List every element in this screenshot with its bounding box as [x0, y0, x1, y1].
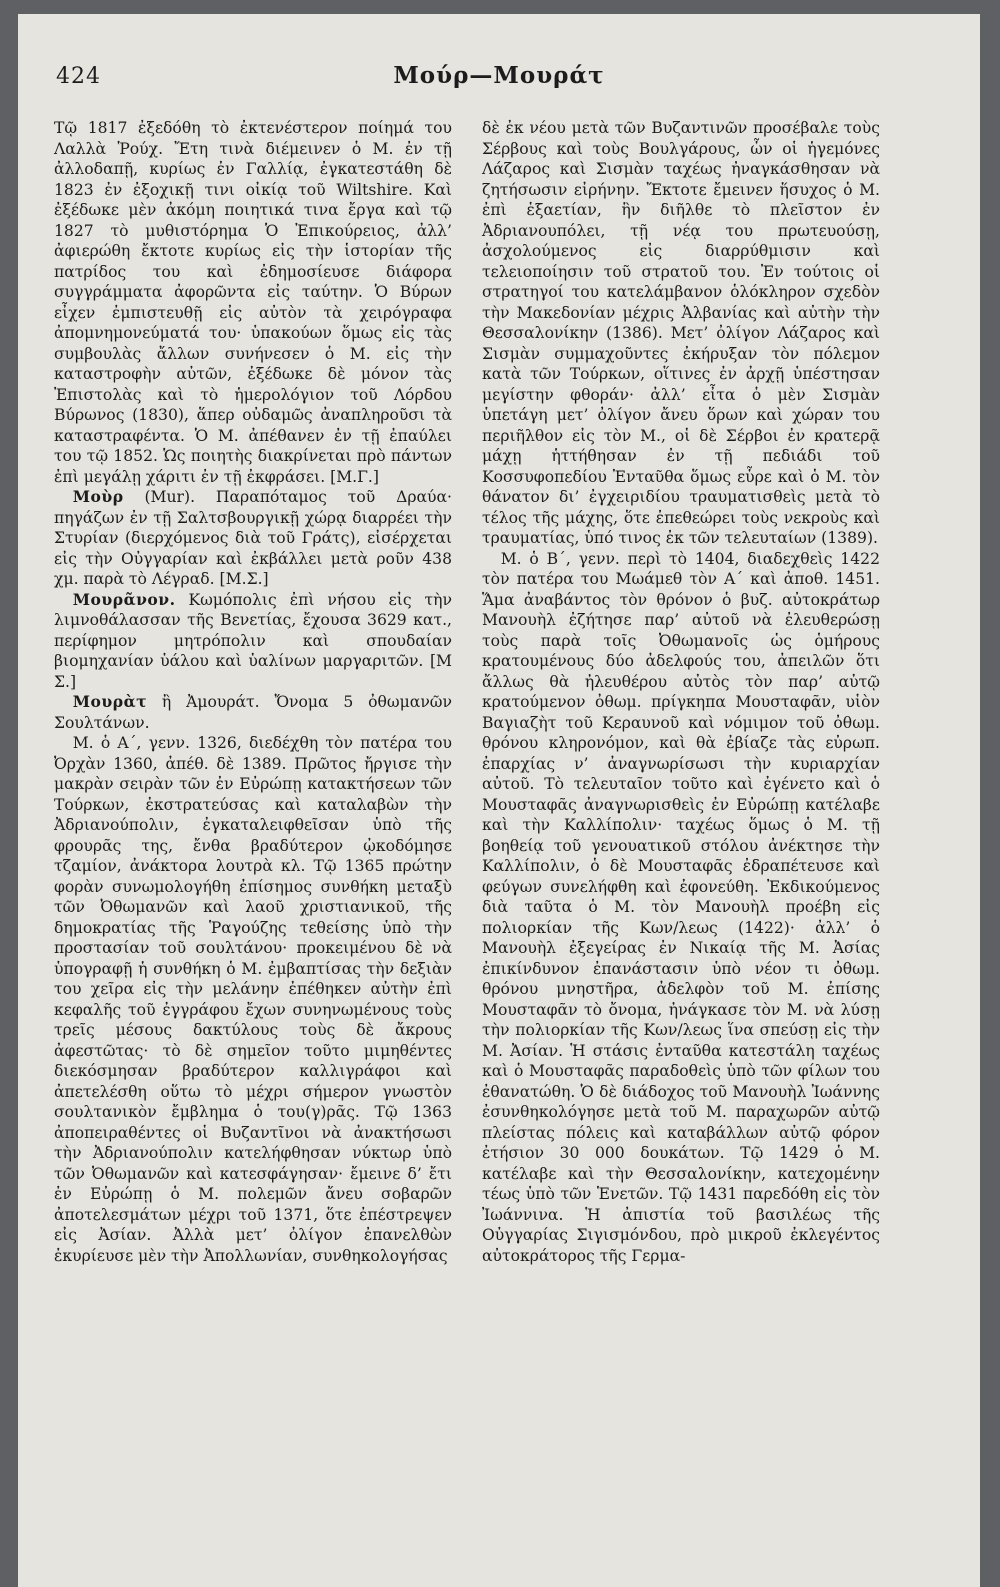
paragraph-moore-continued: Τῷ 1817 ἐξεδόθη τὸ ἐκτενέστερον ποίημά του Λαλλὰ Ῥούχ. Ἔτη τινὰ διέμεινεν ὁ Μ. ἐν τῇ ἀλλοδαπῇ, κυρίως ἐν Γαλλίᾳ, ἐγκατεστάθη δὲ 1823 ἐν ἐξοχικῇ τινι οἰκίᾳ τοῦ Wiltshire. Καὶ ἐξέδωκε μὲν ἀκόμη ποιητικά τινα ἔργα καὶ τῷ 1827 τὸ μυθιστόρημα Ὁ Ἐπικούρειος, ἀλλ’ ἀφιερώθη ἔκτοτε κυρίως εἰς τὴν ἱστορίαν τῆς πατρίδος του καὶ ἐδημοσίευσε διάφορα συγγράμματα ἀφορῶντα εἰς ταύτην. Ὁ Βύρων εἶχεν ἐμπιστευθῇ εἰς αὐτὸν τὰ χειρόγραφα ἀπομνημονεύματά του· ὑπακούων ὅμως εἰς τὰς συμβουλὰς ἄλλων συνήνεσεν ὁ Μ. εἰς τὴν καταστροφὴν αὐτῶν, ἐξέδωκε δὲ μόνον τὰς Ἐπιστολὰς καὶ τὸ ἡμερολόγιον τοῦ Λόρδου Βύρωνος (1830), ἅπερ οὐδαμῶς ἀναπληροῦσι τὰ καταστραφέντα. Ὁ Μ. ἀπέθανεν ἐν τῇ ἐπαύλει του τῷ 1852. Ὡς ποιητὴς διακρίνεται πρὸ πάντων ἐπὶ μεγάλῃ χάριτι ἐν τῇ ἐκφράσει. [Μ.Γ.] [54, 119, 452, 486]
entry-murano [54, 590, 452, 693]
entry-murat-text: ἢ Ἀμουράτ. Ὄνομα 5 ὀθωμανῶν Σουλτάνων. [54, 693, 452, 732]
page-number: 424 [56, 64, 101, 89]
paragraph-murat-ii: Μ. ὁ Β΄, γενν. περὶ τὸ 1404, διαδεχθεὶς 1422 τὸν πατέρα του Μωάμεθ τὸν Α΄ καὶ ἀποθ. 1451. Ἅμα ἀναβάντος τὸν θρόνον ὁ βυζ. αὐτοκράτωρ Μανουὴλ ἐζήτησε παρ’ αὐτοῦ νὰ ἐλευθερώσῃ τοὺς παρὰ τοῖς Ὀθωμανοῖς ὡς ὁμήρους κρατουμένους δύο ἀδελφούς του, ἀπειλῶν ὅτι ἄλλως θὰ ἠλευθέρου αὐτὸς τὸν παρ’ αὐτῷ κρατούμενον ὀθωμ. πρίγκηπα Μουσταφᾶν, υἱὸν Βαγιαζὴτ τοῦ Κεραυνοῦ καὶ νόμιμον τοῦ ὀθωμ. θρόνου κληρονόμον, καὶ θὰ ἐβίαζε τὰς εὐρωπ. ἐπαρχίας ν’ ἀναγνωρίσωσι τὴν κυριαρχίαν αὐτοῦ. Τὸ τελευταῖον τοῦτο καὶ ἐγένετο καὶ ὁ Μουσταφᾶς ἀναγνωρισθεὶς ἐν Εὐρώπῃ κατέλαβε καὶ τὴν Καλλίπολιν· ταχέως ὅμως ὁ Μ. τῇ βοηθείᾳ τοῦ γενουατικοῦ στόλου ἀνέκτησε τὴν Καλλίπολιν, ὁ δὲ Μουσταφᾶς ἐδραπέτευσε καὶ φεύγων συνελήφθη καὶ ἐφονεύθη. Ἐκδικούμενος διὰ ταῦτα ὁ Μ. τὸν Μανουὴλ προέβη εἰς πολιορκίαν τῆς Κων/λεως (1422)· ἀλλ’ ὁ Μανουὴλ ἐξεγείρας ἐν Νικαίᾳ τῆς Μ. Ἀσίας ἐπικίνδυνον ἐπανάστασιν ὑπὸ νέον τι ὀθωμ. θρόνου μνηστῆρα, ἀδελφὸν τοῦ Μ. ἐπίσης Μουσταφᾶν τὸ ὄνομα, ἠνάγκασε τὸν Μ. νὰ λύσῃ τὴν πολιορκίαν τῆς Κων/λεως ἵνα σπεύσῃ εἰς τὴν Μ. Ἀσίαν. Ἡ στάσις ἐνταῦθα κατεστάλη ταχέως καὶ ὁ Μουσταφᾶς παραδοθεὶς ὑπὸ τῶν φίλων του ἐθανατώθη. Ὁ δὲ διάδοχος τοῦ Μανουὴλ Ἰωάννης ἐσυνθηκολόγησε μετὰ τοῦ Μ. παραχωρῶν αὐτῷ πλείστας πόλεις καὶ καταβάλλων αὐτῷ φόρον ἐτήσιον 30 000 δουκάτων. Τῷ 1429 ὁ Μ. κατέλαβε καὶ τὴν Θεσσαλονίκην, κατεχομένην τέως ὑπὸ τῶν Ἑνετῶν. Τῷ 1431 παρεδόθη εἰς τὸν Ἰωάννινα. Ἡ ἀπιστία τοῦ βασιλέως τῆς Οὐγγαρίας Σιγισμόνδου, πρὸ μικροῦ ἐκλεγέντος αὐτοκράτορος τῆς Γερμα- [482, 549, 880, 1265]
entry-mur-text: (Mur). Παραπόταμος τοῦ Δραύα· πηγάζων ἐν τῇ Σαλτσβουργικῇ χώρᾳ διαρρέει τὴν Στυρίαν (διερχόμενος διὰ τοῦ Γράτς), εἰσέρχεται εἰς τὴν Οὐγγαρίαν καὶ ἐκβάλλει μετὰ ροῦν 438 χμ. παρὰ τὸ Λέγραδ. [Μ.Σ.] [54, 488, 452, 588]
book-page [18, 14, 980, 1587]
entry-mur [54, 487, 452, 590]
entry-murano-text: Κωμόπολις ἐπὶ νήσου εἰς τὴν λιμνοθάλασσαν τῆς Βενετίας, ἔχουσα 3629 κατ., περίφημον μητρόπολιν καὶ σπουδαίαν βιομηχανίαν ὑάλου καὶ ὑαλίνων μαργαριτῶν. [Μ Σ.] [54, 590, 452, 691]
paragraph-murat-i-continued: δὲ ἐκ νέου μετὰ τῶν Βυζαντινῶν προσέβαλε τοὺς Σέρβους καὶ τοὺς Βουλγάρους, ὧν οἱ ἡγεμόνες Λάζαρος καὶ Σισμὰν ταχέως ἠναγκάσθησαν νὰ ζητήσωσιν εἰρήνην. Ἔκτοτε ἔμεινεν ἥσυχος ὁ Μ. ἐπὶ ἑξαετίαν, ἣν διῆλθε τὸ πλεῖστον ἐν Ἀδριανουπόλει, τῇ νέᾳ του πρωτευούσῃ, ἀσχολούμενος εἰς διαρρύθμισιν καὶ τελειοποίησιν τοῦ στρατοῦ του. Ἐν τούτοις οἱ στρατηγοί του κατελάμβανον ὁλόκληρον σχεδὸν τὴν Μακεδονίαν μέχρις Ἀλβανίας καὶ αὐτὴν τὴν Θεσσαλονίκην (1386). Μετ’ ὀλίγον Λάζαρος καὶ Σισμὰν συμμαχοῦντες ἐκήρυξαν τὸν πόλεμον κατὰ τῶν Τούρκων, οἵτινες ἐν ἀρχῇ ὑπέστησαν μεγίστην φθοράν· ἀλλ’ εἶτα ὁ μὲν Σισμὰν ὑπετάγη μετ’ ὀλίγον ἄνευ ὅρων καὶ χώραν του περιῆλθον εἰς τὸν Μ., οἱ δὲ Σέρβοι ἐν κρατερᾷ μάχῃ ἡττήθησαν ἐν τῇ πεδιάδι τοῦ Κοσσυφοπεδίου Ἐνταῦθα ὅμως εὗρε καὶ ὁ Μ. τὸν θάνατον δι’ ἐγχειριδίου τραυματισθεὶς μετὰ τὸ τέλος τῆς μάχης, ὅτε ἐπεθεώρει τοὺς νεκροὺς καὶ τραυματίας, ὑπό τινος ἐκ τῶν τελευταίων (1389). [482, 119, 880, 547]
running-head: Μούρ—Μουράτ [393, 62, 605, 89]
left-column [54, 118, 452, 1266]
entry-mur-headword: Μοὺρ [72, 487, 124, 506]
entry-murano-headword: Μουρᾶνον. [72, 589, 176, 609]
entry-murat [54, 692, 452, 733]
right-column [482, 118, 880, 1266]
paragraph-murat-i: Μ. ὁ Α΄, γενν. 1326, διεδέχθη τὸν πατέρα του Ὀρχὰν 1360, ἀπέθ. δὲ 1389. Πρῶτος ἤργισε τὴν μακρὰν σειρὰν τῶν ἐν Εὐρώπῃ κατακτήσεων τῶν Τούρκων, ἐκστρατεύσας καὶ καταλαβὼν τὴν Ἀδριανούπολιν, ἐγκαταλειφθεῖσαν ὑπὸ τῆς φρουρᾶς της, ἔνθα βραδύτερον ᾠκοδόμησε τζαμίον, ἀνάκτορα λουτρὰ κλ. Τῷ 1365 πρώτην φορὰν συνωμολογήθη ἐπίσημος συνθήκη μεταξὺ τῶν Ὀθωμανῶν καὶ λαοῦ χριστιανικοῦ, τῆς δημοκρατίας τῆς Ῥαγούζης τεθείσης ὑπὸ τὴν προστασίαν τοῦ σουλτάνου· προκειμένου δὲ νὰ ὑπογραφῇ ἡ συνθήκη ὁ Μ. ἐμβαπτίσας τὴν δεξιὰν του χεῖρα εἰς τὴν μελάνην ἐπέθηκεν αὐτὴν ἐπὶ κεφαλῆς τοῦ ἐγγράφου ἔχων συνηνωμένους τοὺς τρεῖς μέσους δακτύλους τοὺς δὲ ἄκρους ἀφεστῶτας· τὸ δὲ σημεῖον τοῦτο μιμηθέντες διεκόσμησαν βραδύτερον καλλιγράφοι καὶ ἀπετελέσθη οὕτω τὸ μέχρι σήμερον γνωστὸν σουλτανικὸν ἔμβλημα ὁ του(γ)ρᾶς. Τῷ 1363 ἀποπειραθέντες οἱ Βυζαντῖνοι νὰ ἀνακτήσωσι τὴν Ἀδριανούπολιν κατελήφθησαν νύκτωρ ὑπὸ τῶν Ὀθωμανῶν καὶ κατεσφάγησαν· ἔμεινε δ’ ἔτι ἐν Εὐρώπῃ ὁ Μ. πολεμῶν ἄνευ σοβαρῶν ἀποτελεσμάτων μέχρι τοῦ 1371, ὅτε ἐπέστρεψεν εἰς Ἀσίαν. Ἀλλὰ μετ’ ὀλίγον ἐπανελθὼν ἐκυρίευσε μὲν τὴν Ἀπολλωνίαν, συνθηκολογήσας [54, 734, 452, 1265]
entry-murat-headword: Μουρὰτ [72, 692, 148, 711]
